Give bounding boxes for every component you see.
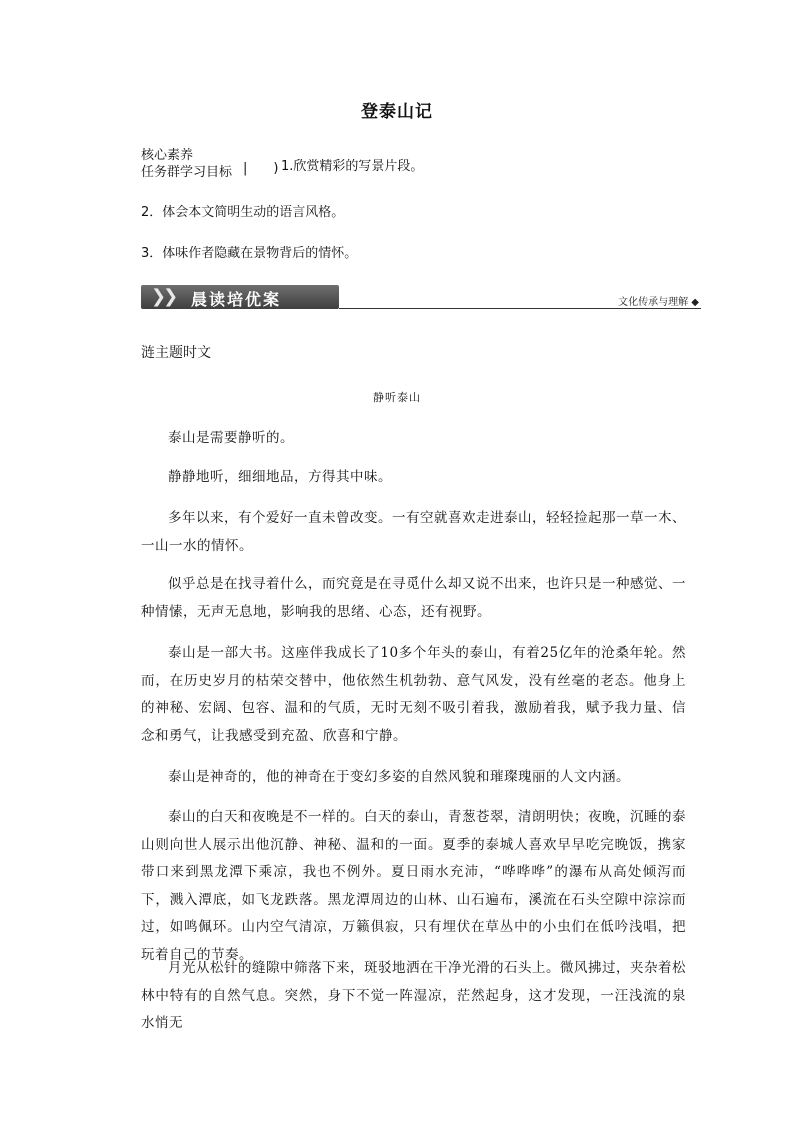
banner-category: 文化传承与理解 ◆ (618, 297, 699, 308)
paragraph: 泰山的白天和夜晚是不一样的。白天的泰山，青葱苍翠，清朗明快；夜晚，沉睡的泰山则向世人展示出他沉静、神秘、温和的一面。夏季的泰城人喜欢早早吃完晚饭，携家带口来到黑龙潭下乘凉，我也不例外。夏日雨水充沛，“哗哗哗”的瀑布从高处倾泻而下，溅入潭底，如飞龙跌落。黑龙潭周边的山林、山石遍布，溪流在石头空隙中淙淙而过，如鸣佩环。山内空气清凉，万籁俱寂，只有埋伏在草丛中的小虫们在低吟浅唱，把玩着自己的节奏。 (141, 809, 686, 963)
paragraph: 泰山是需要静听的。 (168, 430, 294, 446)
learning-goal-2: 2．体会本文简明生动的语言风格。 (141, 205, 345, 220)
meta-core-literacy: 核心素养 (141, 148, 194, 163)
section-heading: 涟主题时文 (141, 345, 211, 361)
section-banner (141, 285, 701, 311)
learning-goal-3: 3．体味作者隐藏在景物背后的情怀。 (141, 246, 358, 261)
paragraph: 泰山是神奇的，他的神奇在于变幻多姿的自然风貌和璀璨瑰丽的人文内涵。 (168, 769, 630, 785)
banner-bar (141, 285, 339, 309)
page-title: 登泰山记 (361, 102, 433, 122)
paragraph: 月光从松针的缝隙中筛落下来，斑驳地洒在干净光滑的石头上。微风拂过，夹杂着松林中特有的自然气息。突然，身下不觉一阵湿凉，茫然起身，这才发现，一汪浅流的泉水悄无 (141, 960, 686, 1031)
paragraph: 似乎总是在找寻着什么，而究竟是在寻觅什么却又说不出来，也许只是一种感觉、一种情愫，无声无息地，影响我的思绪、心态，还有视野。 (141, 576, 686, 620)
learning-goal-1: 1.欣赏精彩的写景片段。 (281, 159, 424, 174)
chevron-right-icon: ❯❯ (151, 286, 176, 307)
paragraph: 泰山是一部大书。这座伴我成长了10多个年头的泰山，有着25亿年的沧桑年轮。然而，在历史岁月的枯荣交替中，他依然生机勃勃、意气风发，没有丝毫的老态。他身上的神秘、宏阔、包容、温和的气质，无时无刻不吸引着我，激励着我，赋予我力量、信念和勇气，让我感受到充盈、欣喜和宁静。 (141, 645, 686, 744)
meta-task-group: 任务群学习目标 (141, 165, 233, 180)
article-title: 静听泰山 (373, 391, 421, 404)
banner-divider (339, 308, 701, 309)
paragraph: 静静地听，细细地品，方得其中味。 (168, 469, 392, 485)
paragraph: 多年以来，有个爱好一直未曾改变。一有空就喜欢走进泰山，轻轻捡起那一草一木、一山一水的情怀。 (141, 510, 686, 554)
meta-bracket: | ) (243, 161, 279, 176)
banner-label: 晨读培优案 (191, 290, 282, 309)
